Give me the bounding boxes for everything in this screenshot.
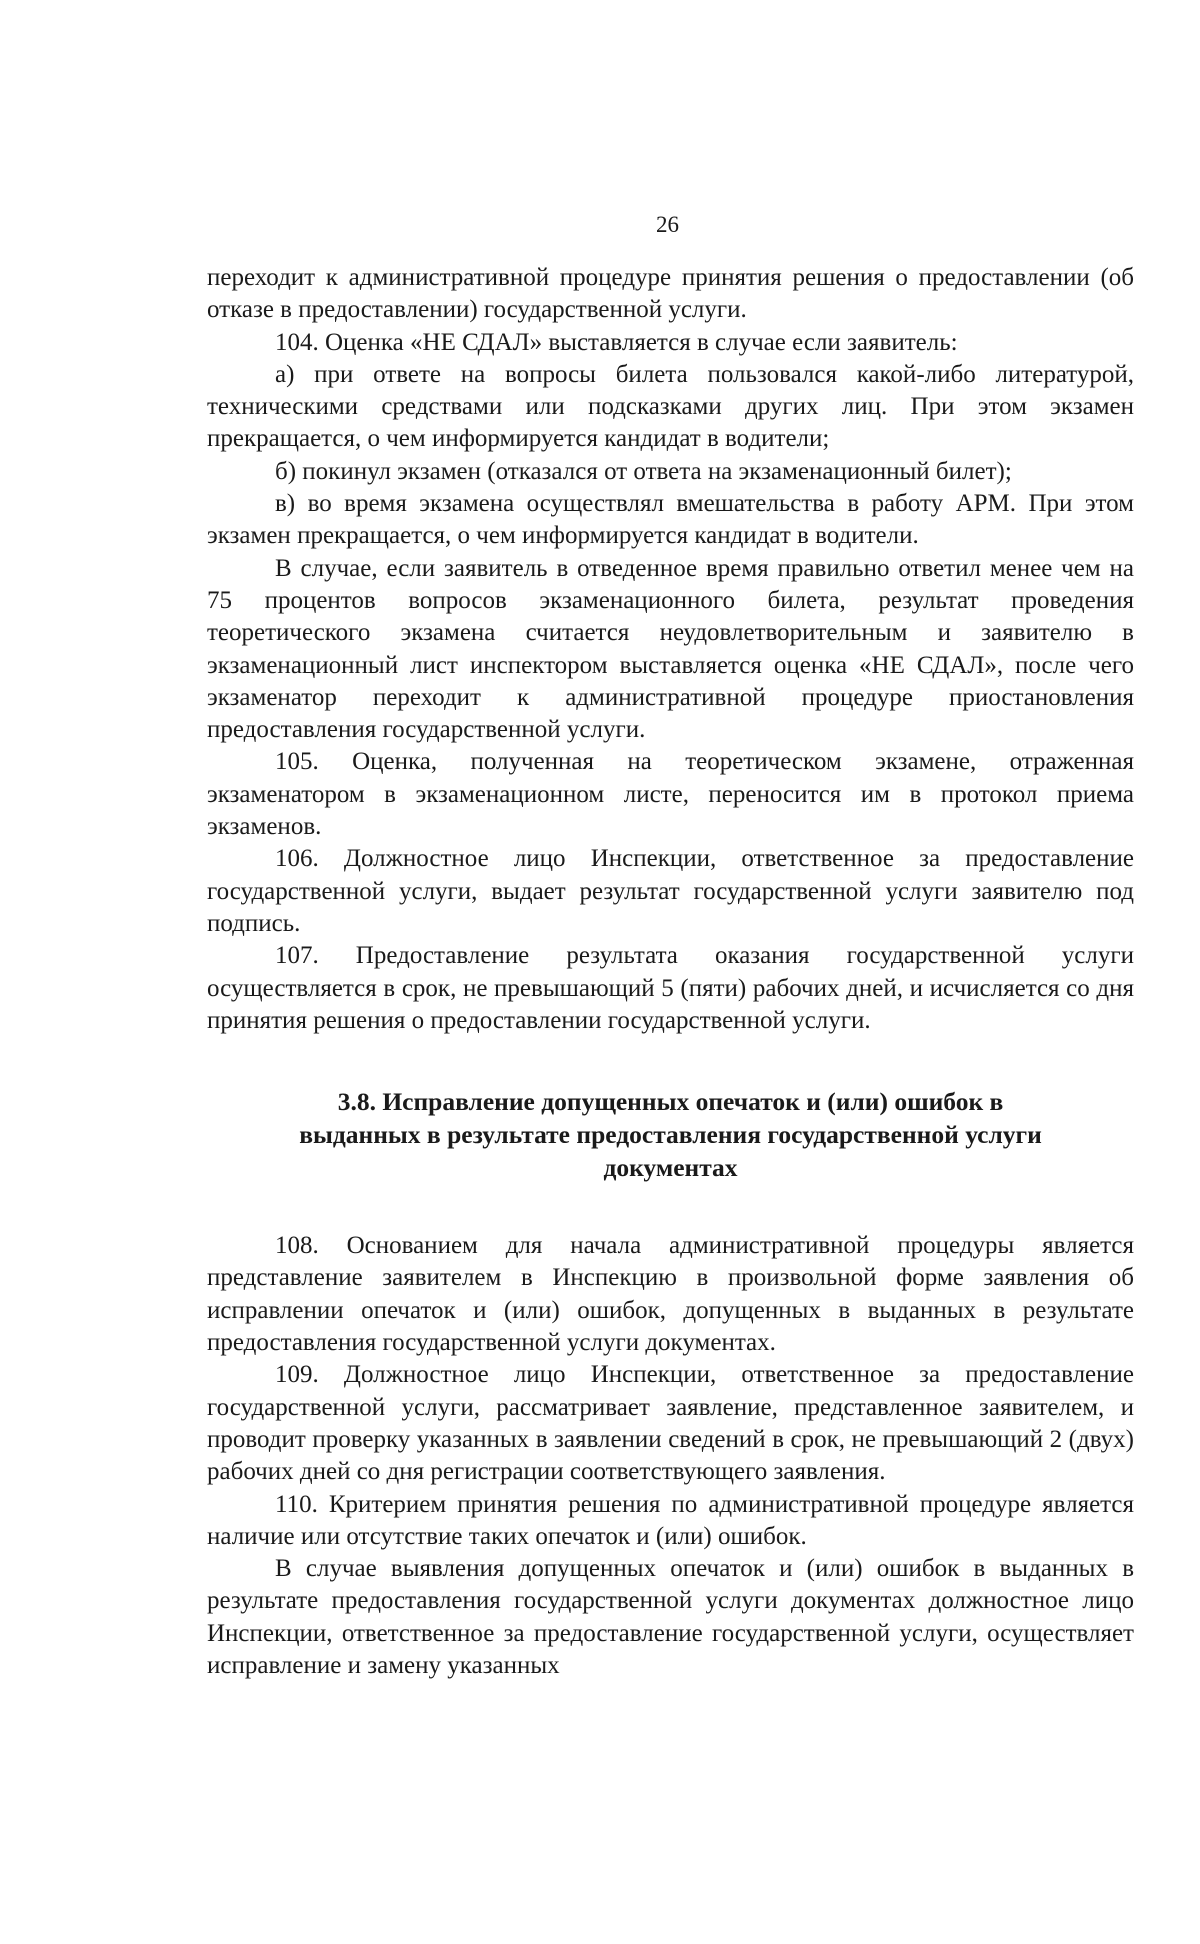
- paragraph: В случае, если заявитель в отведенное время правильно ответил менее чем на 75 процентов вопросов экзаменационного билета, результат проведения теоретического экзамена считается неудовлетворительным и заявителю в экзаменационный лист инспектором выставляется оценка «НЕ СДАЛ», после чего экзаменатор переходит к административной процедуре приостановления предоставления государственной услуги.: [207, 554, 1134, 744]
- paragraph: б) покинул экзамен (отказался от ответа на экзаменационный билет);: [275, 457, 1012, 485]
- section-heading-line-3: документах: [603, 1153, 738, 1183]
- paragraph: переходит к административной процедуре принятия решения о предоставлении (об отказе в предоставлении) государственной услуги.: [207, 264, 1134, 324]
- paragraph: 106. Должностное лицо Инспекции, ответственное за предоставление государственной услуги, выдает результат государственной услуги заявителю под подпись.: [207, 845, 1134, 937]
- section-heading: [207, 1085, 1134, 1184]
- paragraph: 108. Основанием для начала административной процедуры является представление заявителем в Инспекцию в произвольной форме заявления об исправлении опечаток и (или) ошибок, допущенных в выданных в результате предоставления государственной услуги документах.: [207, 1232, 1134, 1357]
- paragraph: 107. Предоставление результата оказания государственной услуги осуществляется в срок, не превышающий 5 (пяти) рабочих дней, и исчисляется со дня принятия решения о предоставлении государственной услуги.: [207, 942, 1134, 1034]
- paragraphs-before-heading: [207, 262, 1134, 1037]
- paragraph: В случае выявления допущенных опечаток и (или) ошибок в выданных в результате предоставления государственной услуги документах должностное лицо Инспекции, ответственное за предоставление государственной услуги, осуществляет исправление и замену указанных: [207, 1555, 1134, 1679]
- page-number: 26: [656, 212, 679, 237]
- paragraph: в) во время экзамена осуществлял вмешательства в работу АРМ. При этом экзамен прекращается, о чем информируется кандидат в водители.: [207, 490, 1134, 550]
- document-body: [207, 262, 1134, 1682]
- paragraph: 109. Должностное лицо Инспекции, ответственное за предоставление государственной услуги, рассматривает заявление, представленное заявителем, и проводит проверку указанных в заявлении сведений в срок, не превышающий 2 (двух) рабочих дней со дня регистрации соответствующего заявления.: [207, 1361, 1134, 1486]
- paragraphs-after-heading: [207, 1230, 1134, 1682]
- section-heading-line-1: 3.8. Исправление допущенных опечаток и (или) ошибок в: [337, 1087, 1004, 1117]
- paragraph: а) при ответе на вопросы билета пользовался какой-либо литературой, техническими средствами или подсказками других лиц. При этом экзамен прекращается, о чем информируется кандидат в водители;: [207, 360, 1134, 453]
- paragraph: 110. Критерием принятия решения по административной процедуре является наличие или отсутствие таких опечаток и (или) ошибок.: [207, 1490, 1134, 1550]
- section-heading-line-2: выданных в результате предоставления государственной услуги: [299, 1120, 1042, 1150]
- paragraph: 105. Оценка, полученная на теоретическом экзамене, отраженная экзаменатором в экзаменационном листе, переносится им в протокол приема экзаменов.: [207, 748, 1134, 841]
- paragraph: 104. Оценка «НЕ СДАЛ» выставляется в случае если заявитель:: [275, 328, 958, 356]
